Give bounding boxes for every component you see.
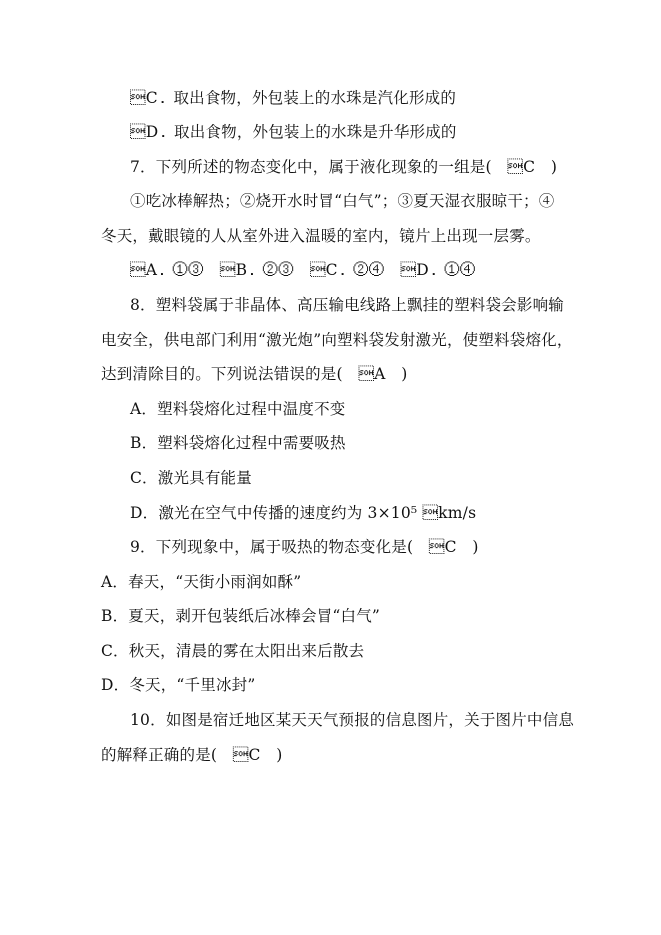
q8-stem-line1: 8．塑料袋属于非晶体、高压输电线路上飘挂的塑料袋会影响输 bbox=[130, 296, 564, 314]
q9-option-b: B．夏天，剥开包装纸后冰棒会冒“白气” bbox=[101, 607, 381, 625]
q6-option-d: D．取出食物，外包装上的水珠是升华形成的 bbox=[130, 123, 457, 141]
q8-option-d: D．激光在空气中传播的速度约为 3×10⁵ km/s bbox=[130, 504, 477, 522]
q9-option-d: D．冬天，“千里冰封” bbox=[101, 676, 256, 694]
q10-stem-line1: 10．如图是宿迁地区某天天气预报的信息图片，关于图片中信息 bbox=[130, 711, 575, 729]
q7-statements-line1: ①吃冰棒解热；②烧开水时冒“白气”；③夏天湿衣服晾干；④ bbox=[130, 192, 555, 210]
q8-stem-line3: 达到清除目的。下列说法错误的是( A ) bbox=[101, 365, 408, 383]
q8-stem-line2: 电安全，供电部门利用“激光炮”向塑料袋发射激光，使塑料袋熔化， bbox=[101, 331, 573, 349]
q7-statements-line2: 冬天，戴眼镜的人从室外进入温暖的室内，镜片上出现一层雾。 bbox=[101, 227, 541, 245]
q9-option-a: A．春天，“天街小雨润如酥” bbox=[101, 573, 302, 591]
q8-option-a: A．塑料袋熔化过程中温度不变 bbox=[130, 400, 346, 418]
q9-stem: 9．下列现象中，属于吸热的物态变化是( C ) bbox=[130, 538, 479, 556]
q6-option-c: C．取出食物，外包装上的水珠是汽化形成的 bbox=[130, 89, 457, 107]
q9-option-c: C．秋天，清晨的雾在太阳出来后散去 bbox=[101, 642, 365, 660]
q10-stem-line2: 的解释正确的是( C ) bbox=[101, 746, 283, 764]
q7-options: A．①③ B．②③ C．②④ D．①④ bbox=[130, 261, 476, 279]
q8-option-c: C．激光具有能量 bbox=[130, 469, 252, 487]
q7-stem: 7．下列所述的物态变化中，属于液化现象的一组是( C ) bbox=[130, 158, 558, 176]
q8-option-b: B．塑料袋熔化过程中需要吸热 bbox=[130, 434, 346, 452]
